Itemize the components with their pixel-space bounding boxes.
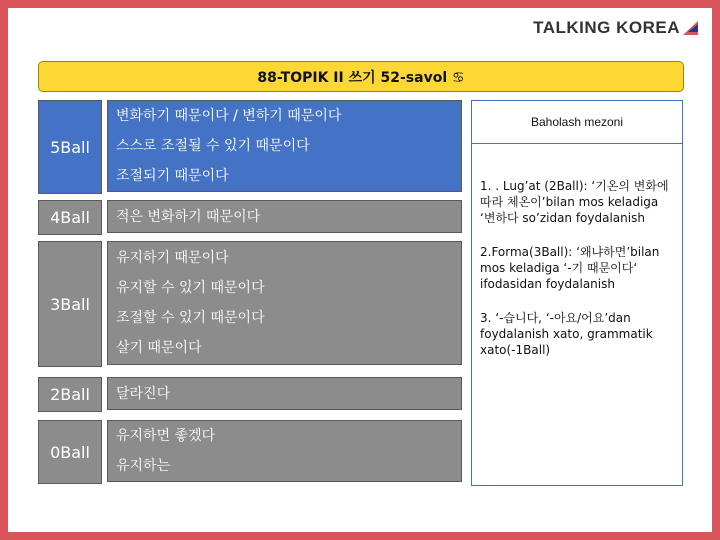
answer-line: 유지하기 때문이다 (116, 250, 229, 266)
score-answers-4 (107, 200, 462, 233)
page-title: 88-TOPIK II 쓰기 52-savol ♋ (38, 61, 684, 92)
answer-line: 적은 변화하기 때문이다 (116, 208, 261, 225)
slide (8, 8, 712, 532)
score-label-3: 3Ball (38, 241, 102, 367)
score-label-0: 0Ball (38, 420, 102, 484)
answer-line: 달라진다 (116, 385, 171, 402)
score-answers-2 (107, 377, 462, 410)
answer-line: 유지할 수 있기 때문이다 (116, 280, 265, 296)
criteria-item: 1. . Lug’at (2Ball): ‘기온의 변화에 따라 체온이’bilan mos keladiga ‘변하다 so’zidan foydalanish (480, 179, 669, 225)
criteria-header: Baholash mezoni (471, 100, 683, 144)
score-answers-5 (107, 100, 462, 192)
answer-line: 변화하기 때문이다 / 변하기 때문이다 (116, 108, 342, 124)
answer-line: 유지하면 좋겠다 (116, 428, 216, 444)
answer-line: 스스로 조절될 수 있기 때문이다 (116, 138, 310, 154)
score-answers-3 (107, 241, 462, 365)
criteria-body (471, 144, 683, 486)
answer-line: 조절할 수 있기 때문이다 (116, 310, 265, 326)
criteria-item: 3. ‘-습니다, ‘-아요/어요’dan foydalanish xato, grammatik xato(-1Ball) (480, 311, 653, 357)
score-label-5: 5Ball (38, 100, 102, 194)
score-answers-0 (107, 420, 462, 482)
criteria-item: 2.Forma(3Ball): ‘왜냐하면’bilan mos keladiga ‘-기 때문이다‘ ifodasidan foydalanish (480, 245, 660, 291)
talking-korea-logo (533, 18, 698, 38)
answer-line: 조절되기 때문이다 (116, 168, 229, 184)
answer-line: 유지하는 (116, 458, 171, 474)
score-label-4: 4Ball (38, 200, 102, 235)
logo-text: TALKING KOREA (533, 18, 680, 37)
answer-line: 살기 때문이다 (116, 340, 202, 356)
logo-arrow-icon (682, 21, 698, 35)
score-label-2: 2Ball (38, 377, 102, 412)
